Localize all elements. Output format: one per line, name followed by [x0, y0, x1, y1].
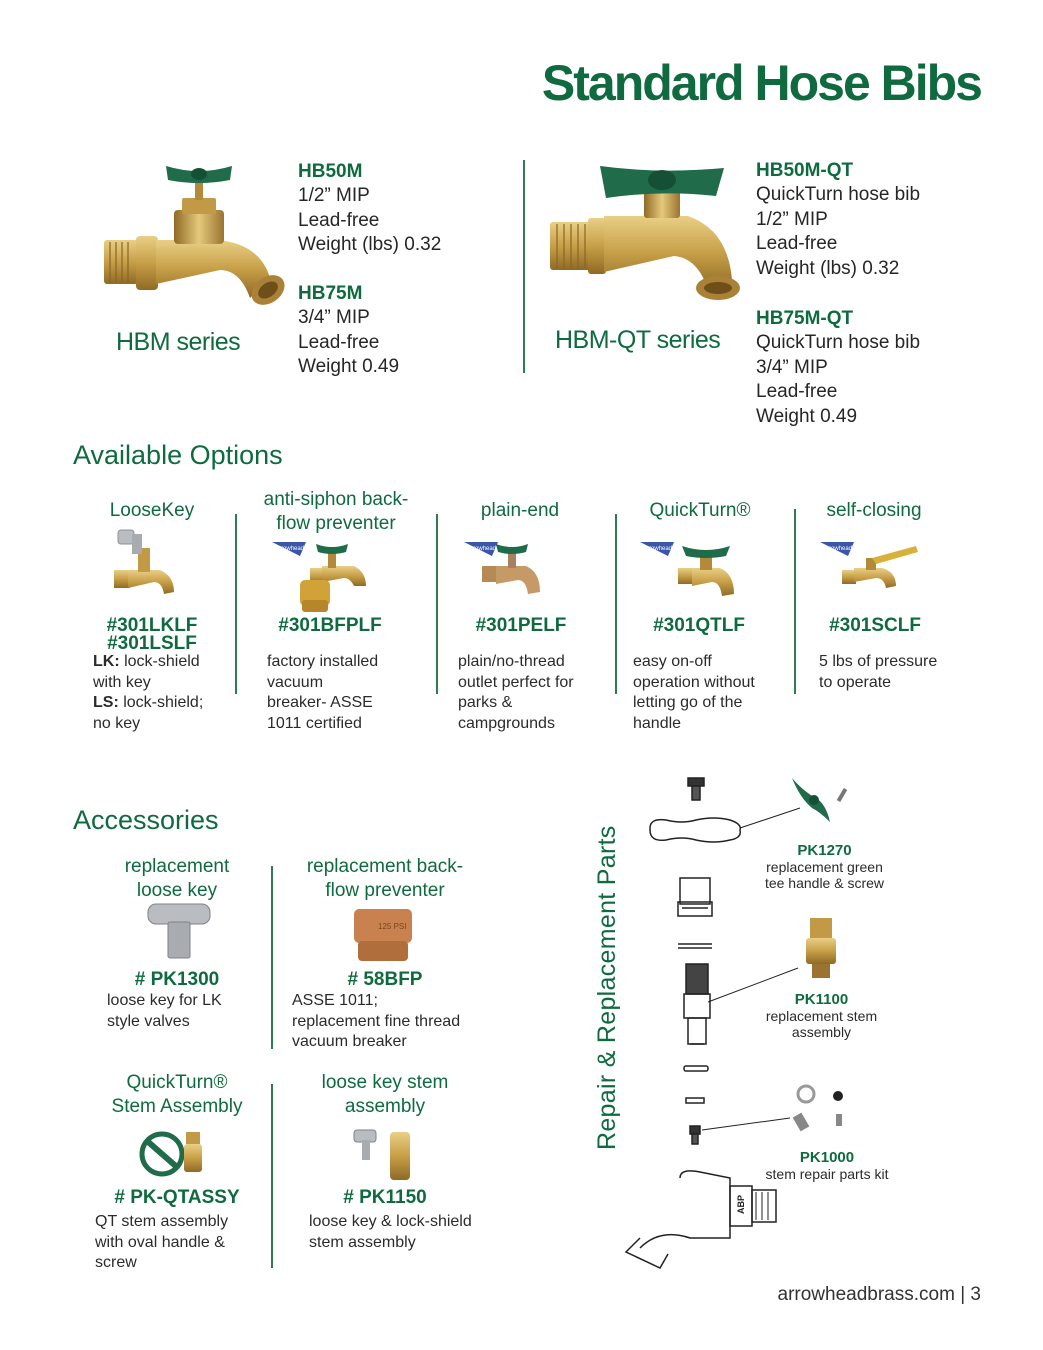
option-name: plain-end	[480, 500, 560, 521]
desc-line: vacuum breaker	[292, 1033, 407, 1050]
option-code: #301QTLF	[653, 615, 745, 636]
desc-line: loose key for LK	[107, 992, 222, 1009]
desc-line: 5 lbs of pressure	[819, 653, 938, 670]
page-footer	[778, 1284, 982, 1306]
desc-line: letting go of the	[633, 694, 743, 711]
accessory-desc	[309, 1212, 499, 1253]
option-code: #301BFPLF	[278, 615, 382, 636]
desc-line: stem assembly	[309, 1233, 416, 1251]
desc-line: breaker- ASSE	[267, 694, 373, 711]
spec-line: 3/4” MIP	[756, 356, 828, 378]
option-name	[250, 488, 422, 536]
desc-line: factory installed	[267, 653, 379, 670]
qt-stem-assembly-image	[140, 1126, 210, 1180]
spec-line: Lead-free	[756, 233, 838, 254]
option-name: self-closing	[826, 500, 922, 521]
accessory-name-line: replacement back-	[306, 856, 464, 877]
accessory-code: # PK-QTASSY	[114, 1187, 240, 1208]
spec-line: QuickTurn hose bib	[756, 184, 921, 205]
anti-siphon-valve-image	[270, 540, 374, 616]
divider	[271, 866, 273, 1049]
spec-line: Lead-free	[756, 381, 838, 402]
spec-line: 1/2” MIP	[298, 185, 370, 206]
footer-separator: |	[960, 1284, 966, 1305]
pk1000-callout	[752, 1149, 902, 1182]
hb50m-qt-spec	[756, 159, 996, 281]
accessory-name-line: replacement	[124, 856, 230, 877]
divider	[794, 509, 796, 694]
product-code: HB50M-QT	[756, 160, 854, 181]
part-code: PK1270	[797, 842, 852, 859]
accessory-code: # PK1300	[134, 969, 220, 990]
accessory-name	[300, 1071, 470, 1119]
accessory-code: # 58BFP	[347, 969, 423, 990]
spec-line: 1/2” MIP	[756, 208, 828, 230]
accessory-desc	[95, 1212, 265, 1274]
arrowhead-logo-text: Arrowhead	[467, 546, 497, 552]
option-desc	[93, 652, 233, 734]
accessories-heading: Accessories	[73, 805, 219, 835]
quickturn-valve-image	[638, 540, 742, 604]
spec-line: 3/4” MIP	[298, 307, 370, 328]
self-closing-valve-image	[818, 540, 922, 592]
option-name-line: anti-siphon back-	[263, 489, 409, 510]
hb75m-qt-spec	[756, 307, 996, 429]
hb50m-spec	[298, 160, 518, 258]
desc-line: parks &	[458, 694, 513, 711]
desc-line: style valves	[107, 1012, 190, 1030]
accessory-name-line: assembly	[344, 1096, 426, 1117]
desc-key: LK:	[93, 653, 120, 670]
accessory-name	[290, 855, 480, 903]
gauge-mark: 125 PSI	[378, 922, 407, 931]
accessory-name-line: Stem Assembly	[111, 1096, 243, 1117]
spec-line: Weight 0.49	[756, 405, 858, 427]
option-code-line: #301LSLF	[107, 633, 197, 654]
product-code: HB50M	[298, 161, 363, 182]
plain-end-valve-image	[462, 540, 566, 604]
divider	[523, 160, 525, 373]
arrowhead-logo-text: Arrowhead	[823, 546, 853, 552]
loose-key-stem-image	[352, 1126, 416, 1184]
accessory-name-line: QuickTurn®	[126, 1072, 228, 1093]
accessory-name	[92, 855, 262, 903]
spec-line: Weight 0.49	[298, 356, 400, 377]
desc-line: plain/no-thread	[458, 653, 565, 670]
part-desc-line: replacement stem	[765, 1008, 878, 1024]
spec-line: Lead-free	[298, 209, 380, 231]
loosekey-valve-image	[108, 530, 180, 600]
spec-line: Weight (lbs) 0.32	[298, 234, 442, 255]
desc-line: QT stem assembly	[95, 1213, 229, 1230]
pk1100-callout	[754, 991, 889, 1040]
arrowhead-logo-text: Arrowhead	[643, 546, 673, 552]
available-options-heading: Available Options	[73, 440, 283, 470]
accessory-name-line: loose key	[136, 880, 218, 901]
desc-key: LS:	[93, 694, 119, 711]
divider	[436, 514, 438, 694]
desc-text: no key	[93, 714, 141, 732]
hbm-qt-series-label: HBM-QT series	[555, 326, 721, 354]
desc-line: campgrounds	[458, 714, 555, 732]
website-link[interactable]: arrowheadbrass.com	[777, 1284, 955, 1305]
hbm-qt-hose-bib-image	[548, 160, 748, 305]
option-desc	[458, 652, 618, 734]
desc-line: ASSE 1011;	[292, 992, 378, 1009]
divider	[615, 514, 617, 694]
product-code: HB75M-QT	[756, 308, 854, 329]
desc-line: with oval handle &	[95, 1233, 225, 1251]
part-desc-line: assembly	[791, 1024, 852, 1040]
hbm-series-label: HBM series	[116, 328, 241, 356]
body-mark: ABP	[736, 1194, 746, 1214]
part-desc-line: stem repair parts kit	[765, 1166, 889, 1182]
option-name: LooseKey	[109, 500, 195, 521]
option-name-line: flow preventer	[276, 513, 396, 534]
desc-line: easy on-off	[633, 653, 712, 670]
part-desc-line: replacement green	[766, 859, 883, 875]
desc-line: 1011 certified	[267, 714, 362, 732]
accessory-name-line: flow preventer	[325, 880, 445, 901]
desc-text: with key	[93, 673, 151, 691]
hbm-hose-bib-image	[100, 158, 296, 308]
accessory-name-line: loose key stem	[321, 1072, 449, 1093]
desc-text: lock-shield	[119, 653, 200, 670]
accessory-desc	[292, 991, 492, 1053]
option-desc	[633, 652, 793, 734]
desc-line: operation without	[633, 673, 755, 691]
option-name: QuickTurn®	[649, 500, 751, 521]
desc-line: to operate	[819, 673, 892, 691]
divider	[235, 514, 237, 694]
arrowhead-logo-text: Arrowhead	[275, 546, 305, 552]
spec-line: Lead-free	[298, 331, 380, 353]
part-code: PK1100	[794, 991, 849, 1008]
accessory-code: # PK1150	[343, 1187, 427, 1208]
desc-line: outlet perfect for	[458, 673, 574, 691]
backflow-preventer-image	[352, 905, 418, 965]
page-title: Standard Hose Bibs	[541, 55, 981, 111]
spec-line: Weight (lbs) 0.32	[756, 257, 900, 279]
divider	[271, 1084, 273, 1268]
product-code: HB75M	[298, 283, 363, 304]
desc-text: lock-shield;	[118, 694, 204, 711]
pk1270-callout	[757, 842, 892, 891]
desc-line: handle	[633, 714, 682, 732]
part-desc-line: tee handle & screw	[764, 875, 885, 891]
desc-line: replacement fine thread	[292, 1012, 461, 1030]
option-desc	[267, 652, 427, 734]
option-code: #301SCLF	[829, 615, 921, 636]
hb75m-spec	[298, 282, 518, 380]
repair-parts-heading: Repair & Replacement Parts	[593, 825, 621, 1150]
spec-line: QuickTurn hose bib	[756, 332, 921, 353]
loose-key-image	[146, 900, 212, 960]
option-desc	[819, 652, 979, 693]
option-code-line: #301LKLF	[106, 615, 198, 636]
accessory-name	[92, 1071, 262, 1119]
accessory-desc	[107, 991, 267, 1032]
desc-line: loose key & lock-shield	[309, 1213, 472, 1230]
option-code	[82, 617, 222, 653]
desc-line: screw	[95, 1254, 137, 1271]
option-code: #301PELF	[475, 615, 567, 636]
page-number: 3	[970, 1284, 981, 1305]
part-code: PK1000	[799, 1149, 855, 1166]
desc-line: vacuum	[267, 673, 324, 691]
